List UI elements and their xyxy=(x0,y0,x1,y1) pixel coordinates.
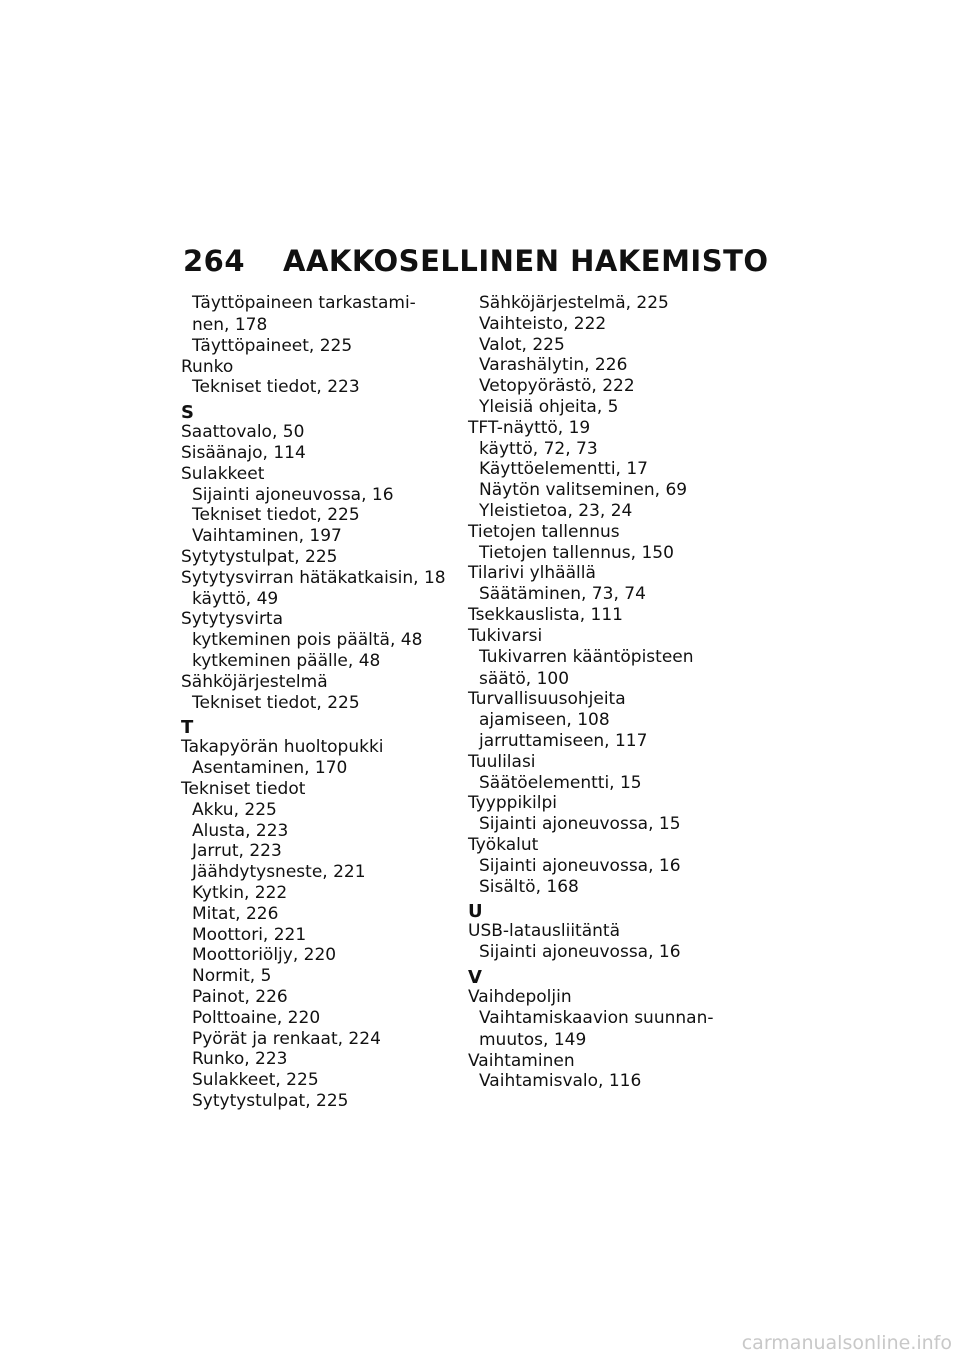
page-title: AAKKOSELLINEN HAKEMISTO xyxy=(283,244,769,278)
index-subentry: Tekniset tiedot, 225 xyxy=(192,692,360,713)
index-entry: Sytytysvirta xyxy=(181,609,284,630)
index-subentry: Asentaminen, 170 xyxy=(192,758,348,779)
index-subentry: Yleisiä ohjeita, 5 xyxy=(479,396,619,417)
index-entry: Tekniset tiedot xyxy=(181,778,306,799)
index-subentry: Tietojen tallennus, 150 xyxy=(479,542,674,563)
index-subentry: Mitat, 226 xyxy=(192,903,279,924)
index-subentry: Pyörät ja renkaat, 224 xyxy=(192,1028,381,1049)
index-subentry: Moottoriöljy, 220 xyxy=(192,945,337,966)
index-subentry: Tukivarren kääntöpisteen xyxy=(479,646,694,667)
index-entry: Tyyppikilpi xyxy=(468,793,557,814)
index-subentry: Sisältö, 168 xyxy=(479,876,579,897)
index-entry: Työkalut xyxy=(468,834,539,855)
index-subentry: Täyttöpaineen tarkastami- xyxy=(192,293,416,313)
index-entry: Sytytystulpat, 225 xyxy=(181,546,338,567)
index-subentry: Vaihteisto, 222 xyxy=(479,313,607,334)
index-subentry: Akku, 225 xyxy=(192,799,277,820)
index-entry: TFT-näyttö, 19 xyxy=(468,417,591,438)
index-subentry: Yleistietoa, 23, 24 xyxy=(479,500,633,521)
index-subentry: käyttö, 72, 73 xyxy=(479,438,598,459)
index-entry: Sulakkeet xyxy=(181,463,265,484)
index-entry: Sytytysvirran hätäkatkaisin, 18 xyxy=(181,567,446,588)
index-subentry: Jäähdytysneste, 221 xyxy=(192,862,366,883)
index-letter-heading: U xyxy=(468,901,483,923)
index-subentry: Sijainti ajoneuvossa, 16 xyxy=(479,942,681,963)
index-subentry: Kytkin, 222 xyxy=(192,882,288,903)
index-subentry: Painot, 226 xyxy=(192,986,288,1007)
index-subentry: Sytytystulpat, 225 xyxy=(192,1090,349,1111)
index-entry: Sähköjärjestelmä xyxy=(181,671,328,692)
index-subentry: Tekniset tiedot, 225 xyxy=(192,505,360,526)
index-subentry: Säätöelementti, 15 xyxy=(479,772,642,793)
index-subentry: Vaihtaminen, 197 xyxy=(192,526,342,547)
index-subentry: käyttö, 49 xyxy=(192,588,279,609)
index-subentry: Täyttöpaineet, 225 xyxy=(192,335,353,356)
index-subentry: Valot, 225 xyxy=(479,334,565,355)
index-subentry: Tekniset tiedot, 223 xyxy=(192,377,360,398)
page-header xyxy=(183,244,769,278)
index-subentry: Sijainti ajoneuvossa, 16 xyxy=(479,855,681,876)
index-subentry: Runko, 223 xyxy=(192,1049,288,1070)
index-subentry: muutos, 149 xyxy=(479,1029,587,1050)
index-entry: Takapyörän huoltopukki xyxy=(181,737,384,758)
index-entry: Saattovalo, 50 xyxy=(181,422,305,443)
index-letter-heading: S xyxy=(181,402,194,424)
index-subentry: nen, 178 xyxy=(192,315,268,335)
index-entry: Tsekkauslista, 111 xyxy=(468,604,623,625)
index-subentry: Vaihtamiskaavion suunnan- xyxy=(479,1007,714,1028)
index-entry: Sisäänajo, 114 xyxy=(181,442,306,463)
index-subentry: Sulakkeet, 225 xyxy=(192,1070,319,1091)
index-subentry: kytkeminen pois päältä, 48 xyxy=(192,630,423,651)
index-subentry: Jarrut, 223 xyxy=(192,841,282,862)
index-subentry: jarruttamiseen, 117 xyxy=(479,730,648,751)
index-entry: Turvallisuusohjeita xyxy=(468,689,626,710)
index-subentry: Alusta, 223 xyxy=(192,820,289,841)
index-subentry: Säätäminen, 73, 74 xyxy=(479,584,646,605)
index-letter-heading: T xyxy=(181,717,194,739)
index-entry: Tuulilasi xyxy=(468,751,536,772)
index-letter-heading: V xyxy=(468,966,482,988)
index-column-left xyxy=(181,293,456,1112)
index-subentry: säätö, 100 xyxy=(479,668,570,689)
index-subentry: Polttoaine, 220 xyxy=(192,1007,321,1028)
index-entry: Vaihtaminen xyxy=(468,1050,575,1071)
index-subentry: Vaihtamisvalo, 116 xyxy=(479,1071,642,1092)
index-entry: Tukivarsi xyxy=(468,625,543,646)
index-subentry: Varashälytin, 226 xyxy=(479,355,628,376)
index-column-right xyxy=(468,293,758,1092)
index-subentry: Käyttöelementti, 17 xyxy=(479,459,648,480)
index-subentry: Sijainti ajoneuvossa, 16 xyxy=(192,484,394,505)
page-number: 264 xyxy=(183,244,246,278)
index-entry: USB-latausliitäntä xyxy=(468,921,620,942)
watermark: carmanualsonline.info xyxy=(741,1332,952,1354)
index-subentry: Sähköjärjestelmä, 225 xyxy=(479,293,669,313)
index-entry: Runko xyxy=(181,356,234,377)
index-subentry: ajamiseen, 108 xyxy=(479,710,610,731)
index-entry: Tilarivi ylhäällä xyxy=(468,563,596,584)
index-entry: Tietojen tallennus xyxy=(468,521,620,542)
index-subentry: Vetopyörästö, 222 xyxy=(479,376,635,397)
index-subentry: kytkeminen päälle, 48 xyxy=(192,650,381,671)
index-subentry: Sijainti ajoneuvossa, 15 xyxy=(479,814,681,835)
index-entry: Vaihdepoljin xyxy=(468,986,572,1007)
index-subentry: Moottori, 221 xyxy=(192,924,307,945)
index-subentry: Näytön valitseminen, 69 xyxy=(479,480,688,501)
index-subentry: Normit, 5 xyxy=(192,966,272,987)
